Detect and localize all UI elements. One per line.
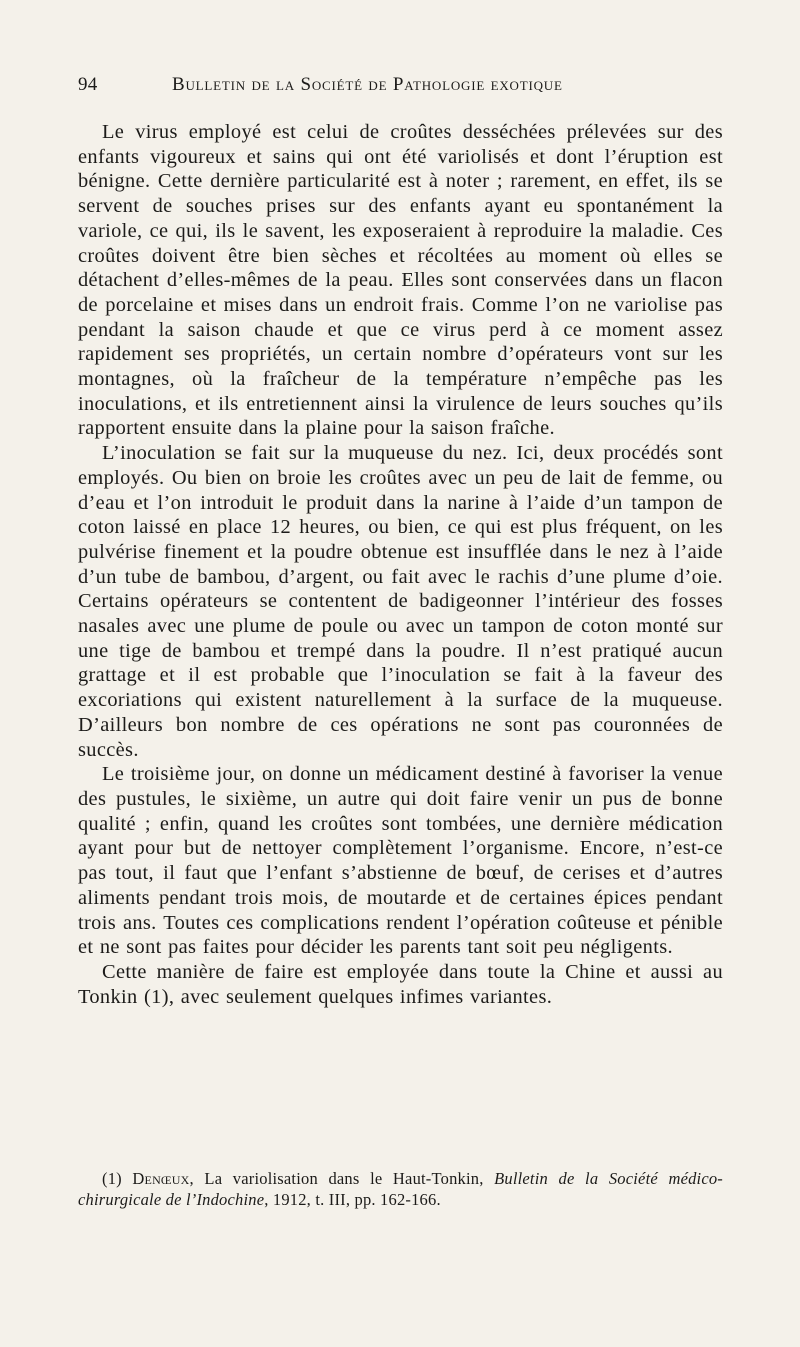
page-header — [78, 74, 723, 100]
footnote-marker: (1) — [102, 1169, 122, 1188]
paragraph-1: Le virus employé est celui de croûtes desséchées prélevées sur des enfants vigoureux et sains qui ont été variolisés et dont l’éruption est bénigne. Cette dernière particularité est à noter ; rarement, en effet, ils se servent de souches prises sur des enfants ayant eu spontanément la variole, ce qui, ils le savent, les exposeraient à reproduire la maladie. Ces croûtes doivent être bien sèches et récoltées au moment où elles se détachent d’elles-mêmes de la peau. Elles sont conservées dans un flacon de porcelaine et mises dans un endroit frais. Comme l’on ne variolise pas pendant la saison chaude et que ce virus perd à ce moment assez rapidement ses propriétés, un certain nombre d’opérateurs vont sur les montagnes, où la fraîcheur de la température n’empêche pas les inoculations, et ils entretiennent ainsi la virulence de leurs souches qu’ils rapportent ensuite dans la plaine pour la saison fraîche. — [78, 121, 723, 440]
footnote-author: Denœux — [132, 1169, 190, 1188]
paragraph-2: L’inoculation se fait sur la muqueuse du nez. Ici, deux procédés sont employés. Ou bien on broie les croûtes avec un peu de lait de femme, ou d’eau et l’on introduit le produit dans la narine à l’aide d’un tampon de coton laissé en place 12 heures, ou bien, ce qui est plus fréquent, on les pulvérise finement et la poudre obtenue est insufflée dans le nez à l’aide d’un tube de bambou, d’argent, ou fait avec le rachis d’une plume d’oie. Certains opérateurs se contentent de badigeonner l’intérieur des fosses nasales avec une plume de poule ou avec un tampon de coton monté sur une tige de bambou et trempé dans la poudre. Il n’est pratiqué aucun grattage et il est probable que l’inoculation se fait à la faveur des excoriations qui existent naturellement à la surface de la muqueuse. D’ailleurs bon nombre de ces opérations ne sont pas couronnées de succès. — [78, 442, 723, 761]
footnote-title: , La variolisation dans le Haut-Tonkin, — [189, 1169, 495, 1188]
footnote — [78, 1168, 723, 1210]
footnote-details: , 1912, t. III, pp. 162-166. — [264, 1190, 441, 1209]
footnote-entry — [78, 1168, 723, 1210]
body-text — [78, 120, 723, 1009]
paragraph-4: Cette manière de faire est employée dans toute la Chine et aussi au Tonkin (1), avec seulement quelques infimes variantes. — [78, 960, 723, 1008]
page-number: 94 — [78, 74, 98, 95]
paragraph-3: Le troisième jour, on donne un médicament destiné à favoriser la venue des pustules, le sixième, un autre qui doit faire venir un pus de bonne qualité ; enfin, quand les croûtes sont tombées, une dernière médication ayant pour but de nettoyer complètement l’organisme. Encore, n’est-ce pas tout, il faut que l’enfant s’abstienne de bœuf, de cerises et d’autres aliments pendant trois mois, de moutarde et de certaines épices pendant trois ans. Toutes ces complications rendent l’opération coûteuse et pénible et ne sont pas faites pour décider les parents tant soit peu négligents. — [78, 763, 723, 959]
running-head: Bulletin de la Société de Pathologie exotique — [172, 74, 563, 95]
footnote-journal: Bulletin de la Société médico-chirurgicale de l’Indochine — [78, 1169, 723, 1209]
